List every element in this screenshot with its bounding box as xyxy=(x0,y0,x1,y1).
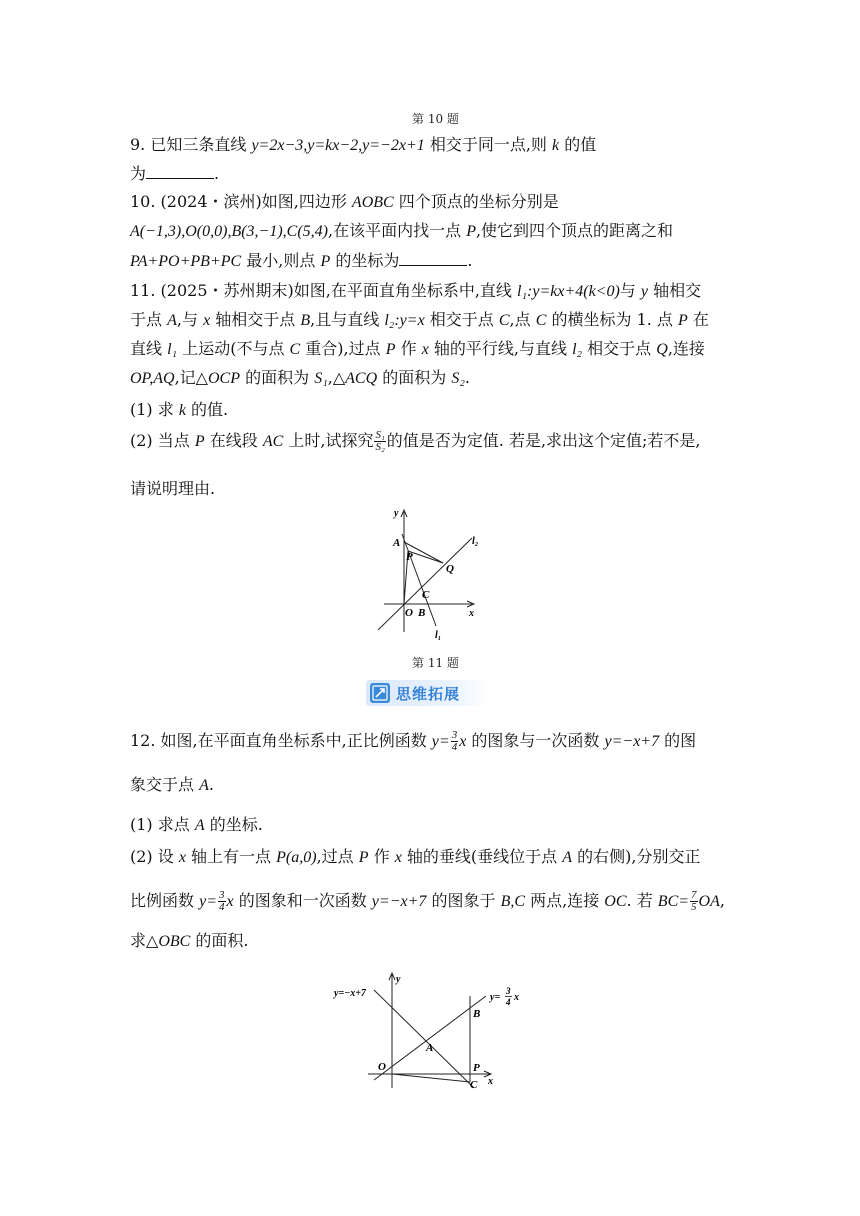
question-11-line-2: 于点 A,与 x 轴相交于点 B,且与直线 l₂:y=x 相交于点 C,点 C 的横坐标为 1. 点 P 在 xyxy=(130,310,709,329)
question-9-line-1: 9. 已知三条直线 y=2x−3,y=kx−2,y=−2x+1 相交于同一点,则 k 的值 xyxy=(130,135,597,154)
fraction-3-4: $\frac{3}{4}$ xyxy=(219,889,225,913)
question-11-line-1: 11. (2025・苏州期末)如图,在平面直角坐标系中,直线 l₁:y=kx+4(k<0)与 y 轴相交 xyxy=(130,281,702,300)
figure-12-diagram xyxy=(330,968,540,1094)
label-eq-neg-x-plus-7: y=−x+7 xyxy=(334,988,366,999)
label-eq-num: 3 xyxy=(506,986,511,996)
question-11-part-2-cont: 请说明理由. xyxy=(130,479,216,498)
question-10-line-1: 10. (2024・滨州)如图,四边形 AOBC 四个顶点的坐标分别是 xyxy=(130,192,559,211)
line-three-quarter-x xyxy=(374,996,486,1080)
question-12-part-1: (1) 求点 A 的坐标. xyxy=(130,815,263,834)
label-c: C xyxy=(470,1079,478,1091)
figure-caption-q11: 第 11 题 xyxy=(412,656,459,670)
line-neg-x-plus-7 xyxy=(374,990,474,1088)
question-12-line-2: 象交于点 A. xyxy=(130,775,214,794)
label-a: A xyxy=(426,1042,434,1054)
question-11-part-2: (2) 当点 P 在线段 AC 上时,试探究 $\frac{\text{S₁}}{\text{S₂}}$ 的值是否为定值. 若是,求出这个定值;若不是, xyxy=(130,429,701,453)
label-a: A xyxy=(393,537,401,549)
segment-oc xyxy=(392,1074,470,1082)
label-p: P xyxy=(406,551,413,563)
label-eq-x: x xyxy=(514,992,519,1003)
fraction-7-5: $\frac{7}{5}$ xyxy=(691,889,697,913)
label-o: O xyxy=(378,1061,386,1073)
question-11-line-3: 直线 l₁ 上运动(不与点 C 重合),过点 P 作 x 轴的平行线,与直线 l₂ 相交于点 Q,连接 xyxy=(130,339,705,358)
label-b: B xyxy=(473,1008,481,1020)
label-o: O xyxy=(405,607,413,619)
figure-caption-q10: 第 10 题 xyxy=(412,112,459,126)
question-10-line-2: A(−1,3),O(0,0),B(3,−1),C(5,4),在该平面内找一点 P,使它到四个顶点的距离之和 xyxy=(130,221,674,240)
question-11-line-4: OP,AQ,记△OCP 的面积为 S₁,△ACQ 的面积为 S₂. xyxy=(130,368,470,387)
answer-blank[interactable] xyxy=(146,162,214,179)
question-12-part-2-line-2: 比例函数 y= $\frac{3}{4}$ x 的图象和一次函数 y=−x+7 的图象于 B,C 两点,连接 OC. 若 BC= $\frac{7}{5}$ OA, xyxy=(130,889,725,913)
label-x: x xyxy=(488,1076,493,1087)
segment-pq xyxy=(408,551,443,563)
label-x: x xyxy=(469,608,474,619)
label-eq-prefix: y= xyxy=(490,992,501,1003)
question-12-line-1: 12. 如图,在平面直角坐标系中,正比例函数 y= $\frac{3}{4}$ x 的图象与一次函数 y=−x+7 的图 xyxy=(130,729,697,753)
figure-11-diagram xyxy=(376,504,486,646)
fraction-3-4: $\frac{3}{4}$ xyxy=(451,729,458,753)
label-l2: l₂ xyxy=(472,536,479,547)
label-y: y xyxy=(396,974,401,985)
label-l1: l₁ xyxy=(435,630,442,641)
question-10-line-3: PA+PO+PB+PC 最小,则点 P 的坐标为 . xyxy=(130,251,473,270)
answer-blank[interactable] xyxy=(399,249,467,266)
badge-label: 思维拓展 xyxy=(396,685,461,703)
question-9-line-2: 为 . xyxy=(130,164,220,183)
label-b: B xyxy=(418,607,426,619)
label-eq-den: 4 xyxy=(506,997,511,1007)
label-q: Q xyxy=(446,563,454,575)
question-12-part-2-line-3: 求△OBC 的面积. xyxy=(130,931,249,950)
section-badge xyxy=(366,680,488,706)
fraction-s1-s2: $\frac{\text{S₁}}{\text{S₂}}$ xyxy=(375,429,385,453)
label-p: P xyxy=(473,1062,480,1074)
label-c: C xyxy=(422,589,430,601)
label-y: y xyxy=(394,508,399,519)
question-11-part-1: (1) 求 k 的值. xyxy=(130,400,229,419)
question-12-part-2: (2) 设 x 轴上有一点 P(a,0),过点 P 作 x 轴的垂线(垂线位于点 A 的右侧),分别交正 xyxy=(130,847,701,866)
rocket-icon xyxy=(370,683,390,703)
